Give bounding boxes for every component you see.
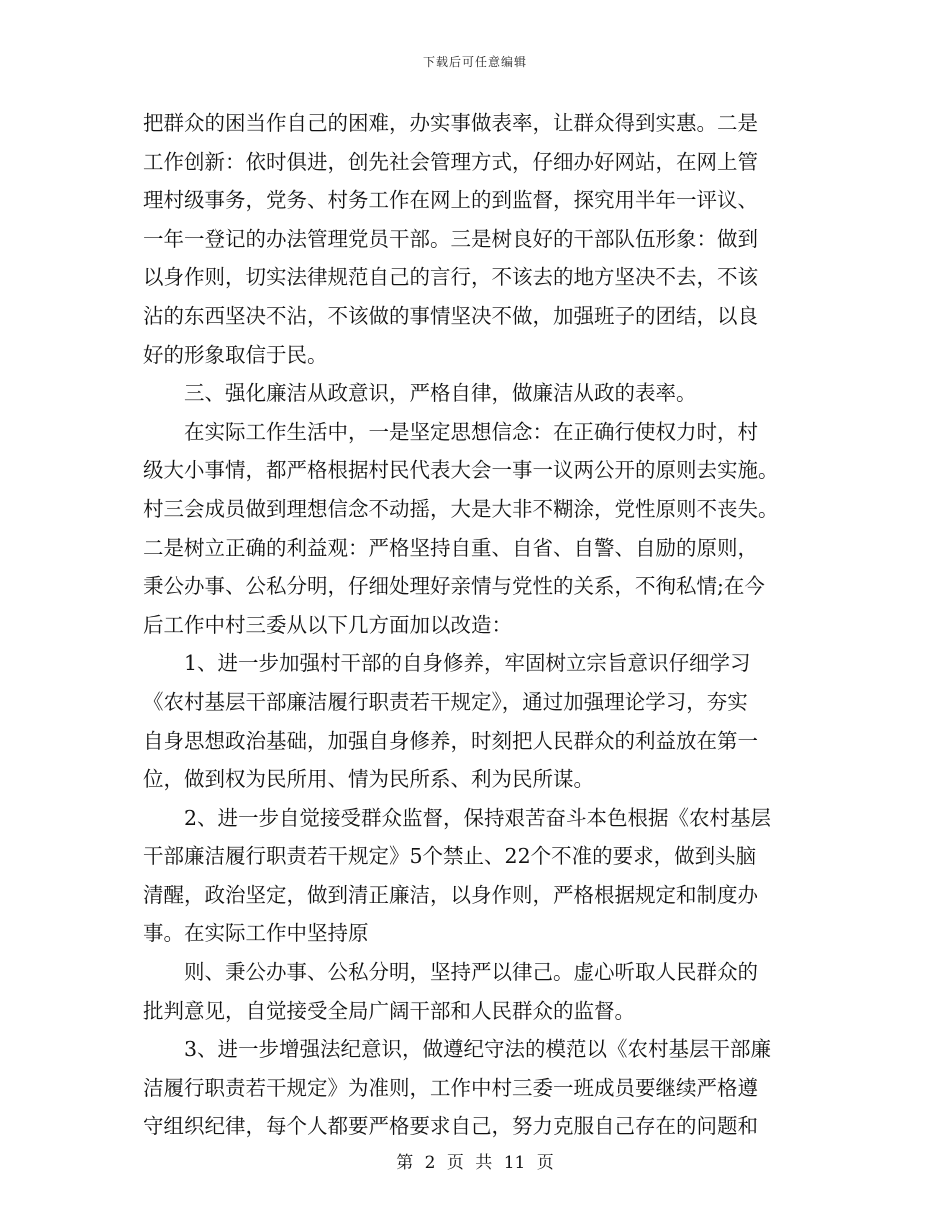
text-line: 后工作中村三委从以下几方面加以改造： — [143, 612, 512, 637]
text-line: 沾的东西坚决不沾，不该做的事情坚决不做，加强班子的团结，以良 — [143, 303, 758, 328]
text-line: 3、进一步增强法纪意识，做遵纪守法的模范以《农村基层干部廉 — [184, 1037, 772, 1062]
text-line: 二是树立正确的利益观：严格坚持自重、自省、自警、自励的原则， — [143, 535, 758, 560]
text-line: 村三会成员做到理想信念不动摇，大是大非不糊涂，党性原则不丧失。 — [143, 496, 779, 521]
text-line: 2、进一步自觉接受群众监督，保持艰苦奋斗本色根据《农村基层 — [184, 805, 772, 830]
text-line: 位，做到权为民所用、情为民所系、利为民所谋。 — [143, 767, 594, 792]
text-line: 则、秉公办事、公私分明，坚持严以律己。虚心听取人民群众的 — [184, 960, 758, 985]
text-line: 以身作则，切实法律规范自己的言行，不该去的地方坚决不去，不该 — [143, 265, 758, 290]
text-line: 一年一登记的办法管理党员干部。三是树良好的干部队伍形象：做到 — [143, 226, 758, 251]
text-line: 自身思想政治基础，加强自身修养，时刻把人民群众的利益放在第一 — [143, 728, 758, 753]
text-line: 1、进一步加强村干部的自身修养，牢固树立宗旨意识仔细学习 — [184, 651, 751, 676]
text-line: 事。在实际工作中坚持原 — [143, 921, 369, 946]
page-number-footer: 第 2 页 共 11 页 — [396, 1153, 554, 1173]
text-line: 干部廉洁履行职责若干规定》5个禁止、22个不准的要求，做到头脑 — [143, 844, 757, 869]
text-line: 秉公办事、公私分明，仔细处理好亲情与党性的关系，不徇私情;在今 — [143, 574, 765, 599]
text-line: 理村级事务，党务、村务工作在网上的到监督，探究用半年一评议、 — [143, 188, 758, 213]
text-line: 批判意见，自觉接受全局广阔干部和人民群众的监督。 — [143, 998, 635, 1023]
text-line: 三、强化廉洁从政意识，严格自律，做廉洁从政的表率。 — [184, 381, 697, 406]
text-line: 在实际工作生活中，一是坚定思想信念：在正确行使权力时，村 — [184, 419, 758, 444]
text-line: 洁履行职责若干规定》为准则，工作中村三委一班成员要继续严格遵 — [143, 1075, 758, 1100]
text-line: 好的形象取信于民。 — [143, 342, 328, 367]
document-body — [143, 104, 803, 1146]
text-line: 工作创新：依时俱进，创先社会管理方式，仔细办好网站，在网上管 — [143, 149, 758, 174]
text-line: 把群众的困当作自己的困难，办实事做表率，让群众得到实惠。二是 — [143, 111, 758, 135]
text-line: 守组织纪律，每个人都要严格要求自己，努力克服自己存在的问题和 — [143, 1114, 758, 1139]
text-line: 级大小事情，都严格根据村民代表大会一事一议两公开的原则去实施。 — [143, 458, 779, 483]
text-line: 清醒，政治坚定，做到清正廉洁，以身作则，严格根据规定和制度办 — [143, 882, 758, 907]
text-line: 《农村基层干部廉洁履行职责若干规定》，通过加强理论学习，夯实 — [143, 689, 748, 714]
page-header-note: 下载后可任意编辑 — [422, 55, 527, 69]
